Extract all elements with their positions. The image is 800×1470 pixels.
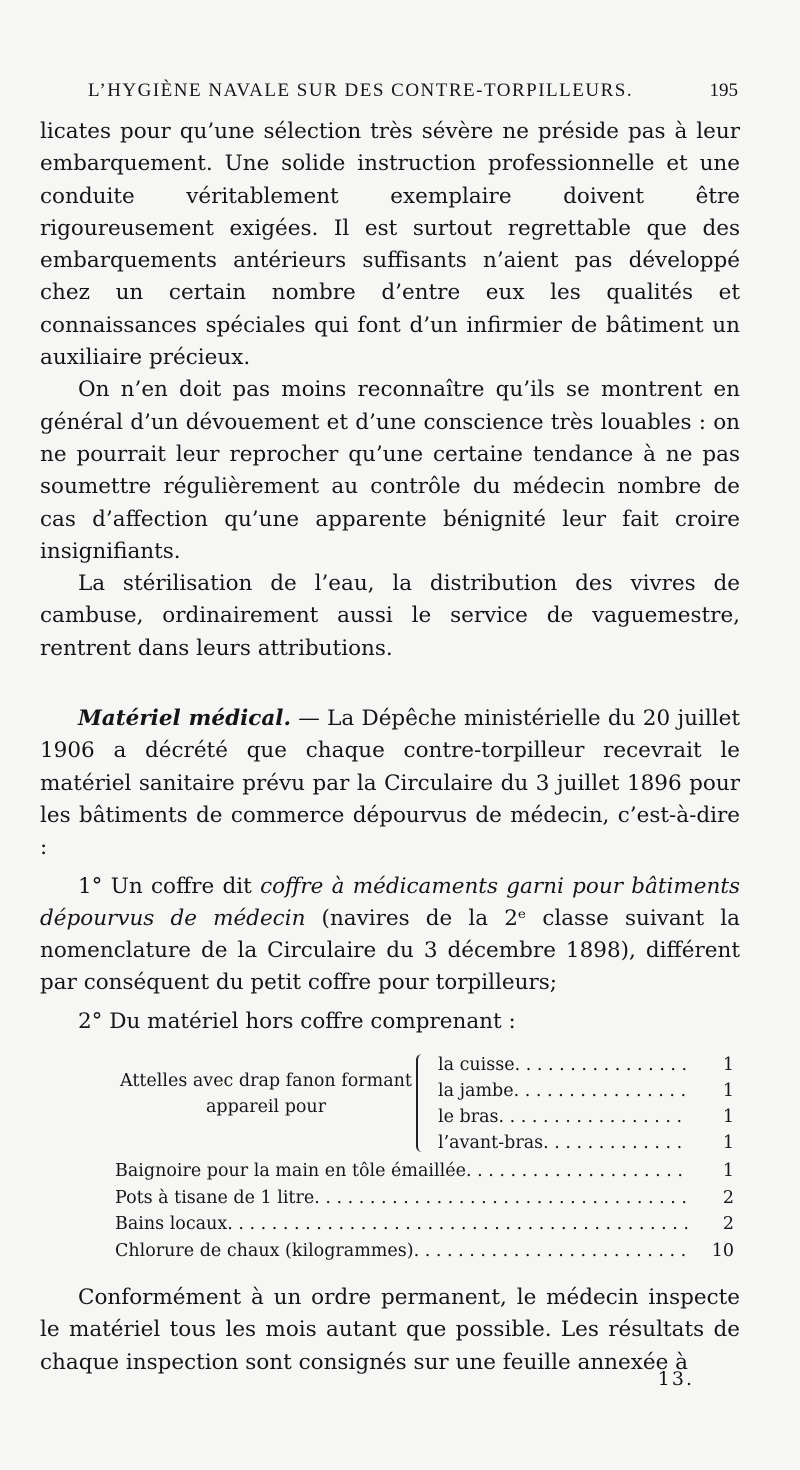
list-item-2: 2° Du matériel hors coffre comprenant : xyxy=(78,1008,516,1034)
row-quantity: 1 xyxy=(722,1055,734,1076)
paragraph-nurses-devotion: On n’en doit pas moins reconnaître qu’ils se montrent en général d’un dévouement et d’une conscience très louables : on ne pourrait leur reprocher qu’une certaine tendance à ne pas soumettre régulièrement au contrôle du médecin nombre de cas d’affection qu’une apparente bénignité leur fait croire insignifiants. xyxy=(40,377,740,564)
page-number: 195 xyxy=(709,80,738,101)
leader-dots xyxy=(514,1078,688,1104)
body-text xyxy=(40,116,740,1379)
list-item-1-text-a: 1° Un coffre dit xyxy=(78,873,261,899)
item-rows xyxy=(115,1158,740,1264)
running-title: L’HYGIÈNE NAVALE SUR DES CONTRE-TORPILLEURS. xyxy=(88,80,634,101)
row-label: Bains locaux xyxy=(115,1214,228,1235)
section-medical-material xyxy=(40,703,740,864)
running-head xyxy=(88,80,740,102)
section-heading: Matériel médical. xyxy=(78,706,291,732)
row-quantity: 1 xyxy=(722,1133,734,1154)
table-row xyxy=(115,1185,740,1212)
table-row xyxy=(115,1158,740,1185)
leader-dots xyxy=(515,1052,688,1078)
paragraph-attributions: La stérilisation de l’eau, la distribution des vivres de cambuse, ordinairement aussi le service de vaguemestre, rentrent dans leurs attributions. xyxy=(40,571,740,661)
leader-dots xyxy=(227,1211,688,1237)
table-row xyxy=(115,1238,740,1265)
row-label: Baignoire pour la main en tôle émaillée xyxy=(115,1161,466,1182)
row-quantity: 1 xyxy=(722,1081,734,1102)
list-item-1-italic: coffre à médicaments garni pour bâtiments dépourvus de médecin xyxy=(40,873,740,931)
row-label: Chlorure de chaux (kilogrammes) xyxy=(115,1240,414,1261)
signature-mark: 13. xyxy=(657,1368,694,1390)
list-item-1-text-b: (navires de la 2ᵉ classe suivant la nomenclature de la Circulaire du 3 décembre 1898), différent par conséquent du petit coffre pour torpilleurs; xyxy=(40,905,740,996)
leader-dots xyxy=(466,1158,688,1184)
leader-dots xyxy=(499,1104,689,1130)
list-item-1 xyxy=(40,871,740,1000)
row-label: Pots à tisane de 1 litre xyxy=(115,1187,315,1208)
leader-dots xyxy=(543,1130,688,1156)
row-quantity: 1 xyxy=(722,1107,734,1128)
section-text: — La Dépêche ministérielle du 20 juillet 1906 a décrété que chaque contre-torpilleur recevrait le matériel sanitaire prévu par la Circulaire du 3 juillet 1896 pour les bâtiments de commerce dépourvus de médecin, c’est-à-dire : xyxy=(40,706,740,861)
leader-dots xyxy=(314,1185,688,1211)
row-label: la jambe xyxy=(438,1081,514,1102)
paragraph-continued: licates pour qu’une sélection très sévère ne préside pas à leur embarquement. Une solide instruction professionnelle et une conduite véritablement exemplaire doivent être rigoureusement exigées. Il est surtout regrettable que des embarquements antérieurs suffisants n’aient pas développé chez un certain nombre d’entre eux les qualités et connaissances spéciales qui font d’un infirmier de bâtiment un auxiliaire précieux. xyxy=(40,119,740,371)
curly-brace xyxy=(416,1054,428,1152)
paragraph-inspection: Conformément à un ordre permanent, le médecin inspecte le matériel tous les mois autant que possible. Les résultats de chaque inspection sont consignés sur une feuille annexée à xyxy=(40,1285,740,1375)
table-row xyxy=(115,1211,740,1238)
table-row xyxy=(438,1078,740,1104)
leader-dots xyxy=(414,1238,688,1264)
row-label: le bras xyxy=(438,1107,499,1128)
equipment-table xyxy=(40,1052,740,1264)
row-quantity: 1 xyxy=(722,1161,734,1182)
splint-group-label: Attelles avec drap fanon formant appareil pour xyxy=(120,1071,412,1118)
row-quantity: 10 xyxy=(711,1240,734,1261)
table-row xyxy=(438,1052,740,1078)
row-label: l’avant-bras xyxy=(438,1133,544,1154)
row-quantity: 2 xyxy=(722,1187,734,1208)
splint-group xyxy=(40,1052,740,1156)
table-row xyxy=(438,1104,740,1130)
book-page xyxy=(40,0,740,1470)
splint-rows xyxy=(438,1052,740,1156)
table-row xyxy=(438,1130,740,1156)
row-label: la cuisse xyxy=(438,1055,515,1076)
row-quantity: 2 xyxy=(722,1214,734,1235)
